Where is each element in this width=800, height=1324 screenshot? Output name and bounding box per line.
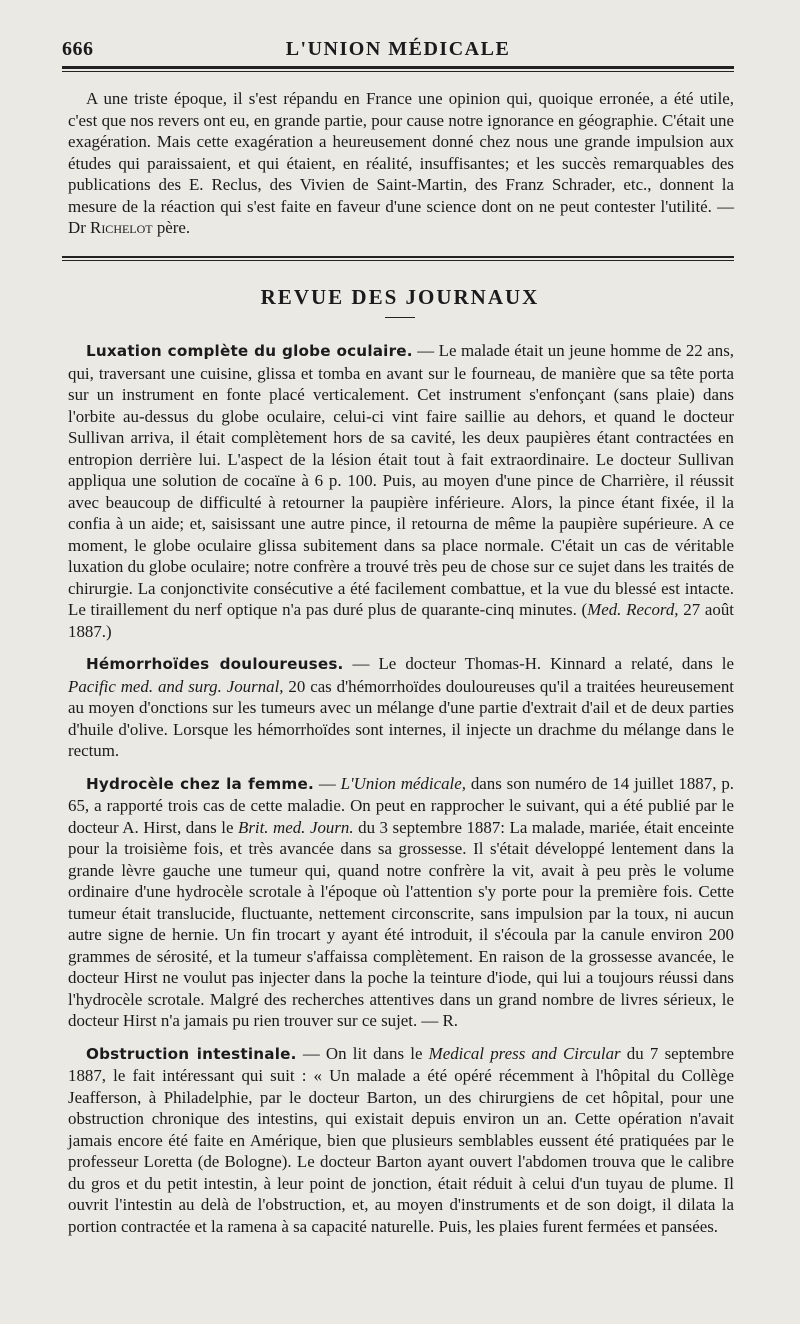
article-source: Med. Record,	[587, 600, 679, 619]
title-underline	[385, 317, 415, 318]
article-title: Hydrocèle chez la femme.	[86, 774, 314, 793]
article-body: dans son numéro de 14 juillet 1887, p. 65, a rapporté trois cas de cette maladie. On peut en rapprocher le suivant, qui a été publié par le docteur A. Hirst, dans le	[68, 773, 734, 837]
article-body: — Le malade était un jeune homme de 22 ans, qui, traversant une cuisine, glissa et tomba en avant sur le fourneau, de manière que sa tête porta sur un instrument en fonte placé verticalement. Cet instrument s'enfonçant (sans plaie) dans l'orbite au-dessus du globe oculaire, celui-ci vint faire saillie au dehors, et quand le docteur Sullivan arriva, il était complètement hors de sa cavité, les deux paupières étant contractées en entropion derrière lui. L'aspect de la lésion était tout à fait extraordinaire. Le docteur Sullivan appliqua une solution de cocaïne à 6 p. 100. Puis, au moyen d'une pince de Charrière, il réussit avec beaucoup de difficulté à retourner la paupière inférieure. Alors, la pince étant fixée, il la confia à un aide; et, saisissant une autre pince, il retourna de même la paupière supérieure. A ce moment, le globe oculaire glissa subitement dans sa place normale. C'était un cas de véritable luxation du globe oculaire; notre confrère a trouvé très peu de chose sur ce sujet dans les traités de chirurgie. La conjonctivite consécutive a été facilement combattue, et la vue du blessé est intacte. Le tiraillement du nerf optique n'a pas duré plus de quarante-cinq minutes. (	[68, 341, 734, 619]
section-rule	[62, 256, 734, 258]
section-rule-thin	[62, 260, 734, 261]
signature: Richelot	[90, 218, 153, 237]
article-body: du 3 septembre 1887: La malade, mariée, était enceinte pour la troisième fois, et très avancée dans sa grossesse. Il s'était développé lentement dans la grande lèvre gauche une tumeur qui, quand notre confrère la vit, avait à peu près le volume ordinaire d'une hydrocèle scrotale à l'époque où l'attention s'y porte pour la première fois. Cette tumeur était translucide, fluctuante, nettement circonscrite, sans impulsion par la toux, ni aucun autre signe de hernie. Un fin trocart y ayant été introduit, il s'écoula par la canule environ 200 grammes de sérosité, et la tumeur s'affaissa complètement. En raison de la grossesse avancée, le docteur Hirst ne voulut pas injecter dans la poche la teinture d'iode, qui lui a toujours réussi dans l'hydrocèle scrotale. Malgré des recherches attentives dans un grand nombre de livres sérieux, le docteur Hirst n'a jamais pu rien trouver sur ce sujet. — R.	[68, 817, 734, 1030]
article-luxation	[68, 340, 734, 642]
article-title: Hémorrhoïdes douloureuses.	[86, 655, 344, 673]
article-source: L'Union médicale,	[340, 773, 466, 793]
article-body: 20 cas d'hémorrhoïdes douloureuses qu'il a traitées heureusement au moyen d'onctions sur les tumeurs avec un mélange d'une partie d'extrait d'ail et de deux parties d'huile d'olive. Lorsque les hémorrhoïdes sont internes, il injecte un drachme du mélange dans le rectum.	[68, 676, 734, 760]
article-source: Pacific med. and surg. Journal,	[68, 676, 284, 696]
journal-title: L'UNION MÉDICALE	[285, 38, 511, 60]
article-body: — On lit dans le	[296, 1043, 429, 1063]
header-rule	[62, 66, 734, 69]
intro-text: A une triste époque, il s'est répandu en France une opinion qui, quoique erronée, a été utile, c'est que nos revers ont eu, en grande partie, pour cause notre ignorance en géographie. C'était une exagération. Mais cette exagération a heureusement donné chez nous une grande impulsion aux études qui paraissaient, et qui étaient, en réalité, insuffisantes; et les succès remarquables des publications des E. Reclus, des Vivien de Saint-Martin, des Franz Schrader, etc., donnent la mesure de la réaction qui s'est faite en faveur d'une science dont on ne peut contester l'utilité. — Dr	[68, 89, 734, 237]
article-hemorrhoides	[68, 653, 734, 762]
intro-paragraph	[68, 88, 734, 239]
article-title: Luxation complète du globe oculaire.	[86, 342, 413, 360]
article-source: Brit. med. Journ.	[238, 817, 354, 837]
articles-list	[68, 340, 734, 1248]
signature-suffix: père.	[152, 218, 191, 237]
article-body: — Le docteur Thomas-H. Kinnard a relaté, dans le	[343, 654, 734, 673]
article-hydrocele	[68, 773, 734, 1032]
article-title: Obstruction intestinale.	[86, 1044, 297, 1063]
page-header	[58, 34, 738, 64]
page-number: 666	[62, 38, 94, 60]
article-obstruction	[68, 1043, 734, 1238]
section-title: REVUE DES JOURNAUX	[260, 285, 540, 309]
article-tail: 27 août 1887.)	[68, 600, 734, 641]
header-rule-thin	[62, 71, 734, 72]
article-body: du 7 septembre 1887, le fait intéressant qui suit : « Un malade a été opéré récemment à l'hôpital du Collège Jeafferson, à Philadelphie, par le docteur Barton, un des chirurgiens de cet hôpital, pour une obstruction chronique des intestins, qui existait depuis environ un an. Cette opération n'avait jamais encore été faite en Amérique, bien que plusieurs semblables eussent été pratiquées par le professeur Loretta (de Bologne). Le docteur Barton ayant ouvert l'abdomen trouva que le calibre du gros et du petit intestin, à leur point de jonction, était réduit à celui d'un tuyau de plume. Il ouvrit l'intestin au delà de l'obstruction, et, au moyen d'instruments et de son doigt, il dilata la portion contractée et la ramena à sa capacité naturelle. Puis, les plaies furent fermées et pansées.	[68, 1043, 734, 1236]
article-source: Medical press and Circular	[428, 1043, 621, 1063]
article-body: —	[313, 773, 341, 793]
